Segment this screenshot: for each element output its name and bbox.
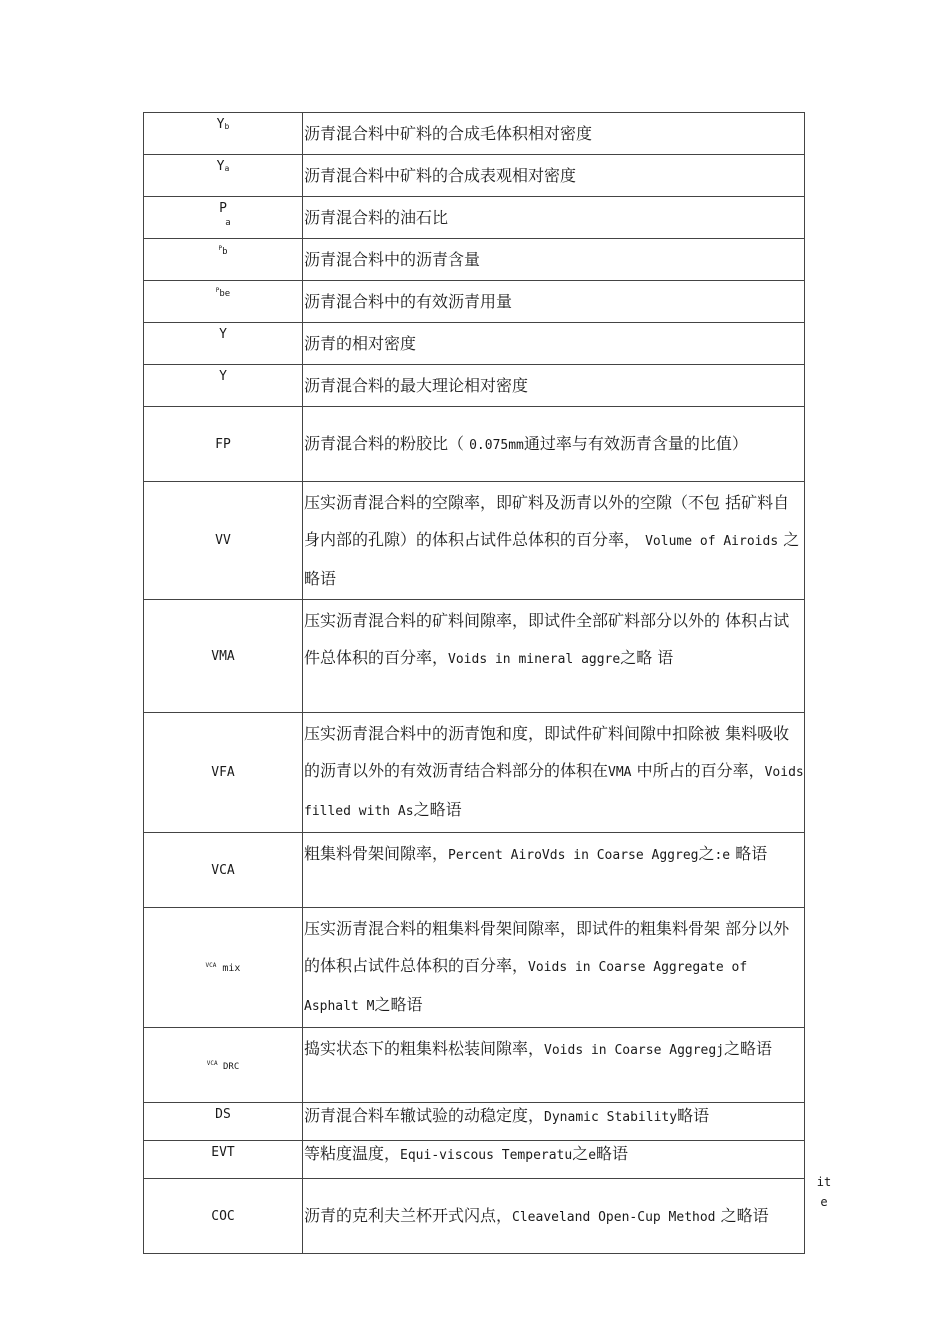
symbol-pa: P a [219, 201, 231, 228]
symbol-cell: FP [144, 407, 303, 482]
description-cell: 压实沥青混合料的粗集料骨架间隙率，即试件的粗集料骨架 部分以外的体积占试件总体积的百分率，Voids in Coarse Aggregate of Asphalt M之略语 [303, 908, 805, 1028]
description-cell: 压实沥青混合料的矿料间隙率，即试件全部矿料部分以外的 体积占试件总体积的百分率，Voids in mineral aggre之略 语 [303, 600, 805, 713]
description-cell: 沥青的克利夫兰杯开式闪点，Cleaveland Open-Cup Method 之略语 [303, 1179, 805, 1254]
description-cell: 压实沥青混合料中的沥青饱和度，即试件矿料间隙中扣除被 集料吸收的沥青以外的有效沥青结合料部分的体积在VMA 中所占的百分率，Voids filled with As之略语 [303, 713, 805, 833]
symbol-cell: VCA [144, 833, 303, 908]
symbol-cell [144, 155, 303, 197]
description-cell: 沥青的相对密度 [303, 323, 805, 365]
table-row [144, 600, 805, 713]
table-row [144, 281, 805, 323]
description-cell: 粗集料骨架间隙率，Percent AiroVds in Coarse Aggreg之:e 略语 [303, 833, 805, 908]
symbol-pbe: $^P$be [215, 287, 231, 299]
table-row [144, 323, 805, 365]
description-cell: 沥青混合料中的有效沥青用量 [303, 281, 805, 323]
abbreviation-table [143, 112, 805, 1254]
symbol-cell: Y [144, 323, 303, 365]
description-cell: 沥青混合料中矿料的合成表观相对密度 [303, 155, 805, 197]
symbol-ya: Ya [216, 159, 230, 174]
table-row [144, 908, 805, 1028]
description-cell: 压实沥青混合料的空隙率，即矿料及沥青以外的空隙（不包 括矿料自身内部的孔隙）的体积占试件总体积的百分率， Volume of Airoids 之略语 [303, 482, 805, 600]
table-row [144, 713, 805, 833]
symbol-cell: Y [144, 365, 303, 407]
symbol-pb: $^P$b [218, 245, 228, 257]
symbol-cell [144, 908, 303, 1028]
symbol-cell [144, 113, 303, 155]
symbol-vca-mix: $^{VCA}$ mix [205, 962, 241, 974]
symbol-cell: VV [144, 482, 303, 600]
table-row [144, 197, 805, 239]
table-row [144, 365, 805, 407]
description-cell: 沥青混合料中的沥青含量 [303, 239, 805, 281]
description-cell: 沥青混合料的粉胶比（ 0.075mm通过率与有效沥青含量的比值） [303, 407, 805, 482]
symbol-cell [144, 1028, 303, 1103]
symbol-cell: VMA [144, 600, 303, 713]
table-row [144, 1179, 805, 1254]
symbol-cell: DS [144, 1103, 303, 1141]
symbol-cell: VFA [144, 713, 303, 833]
description-cell: 沥青混合料中矿料的合成毛体积相对密度 [303, 113, 805, 155]
table-row [144, 482, 805, 600]
description-cell: 沥青混合料的最大理论相对密度 [303, 365, 805, 407]
symbol-cell [144, 239, 303, 281]
table-row [144, 833, 805, 908]
description-cell: 沥青混合料的油石比 [303, 197, 805, 239]
table-row [144, 1141, 805, 1179]
symbol-yb: Yb [216, 117, 230, 132]
table-row [144, 113, 805, 155]
table-row [144, 1103, 805, 1141]
description-cell: 等粘度温度，Equi-viscous Temperatu之e略语 [303, 1141, 805, 1179]
table-row [144, 407, 805, 482]
symbol-cell [144, 281, 303, 323]
table-row [144, 1028, 805, 1103]
table-row [144, 239, 805, 281]
margin-note: it e [816, 1175, 832, 1209]
table-row [144, 155, 805, 197]
symbol-cell [144, 197, 303, 239]
symbol-vca-drc: $^{VCA}$ DRC [206, 1059, 240, 1072]
description-cell: 沥青混合料车辙试验的动稳定度，Dynamic Stability略语 [303, 1103, 805, 1141]
symbol-cell: COC [144, 1179, 303, 1254]
symbol-cell: EVT [144, 1141, 303, 1179]
description-cell: 捣实状态下的粗集料松装间隙率，Voids in Coarse Aggregj之略语 [303, 1028, 805, 1103]
